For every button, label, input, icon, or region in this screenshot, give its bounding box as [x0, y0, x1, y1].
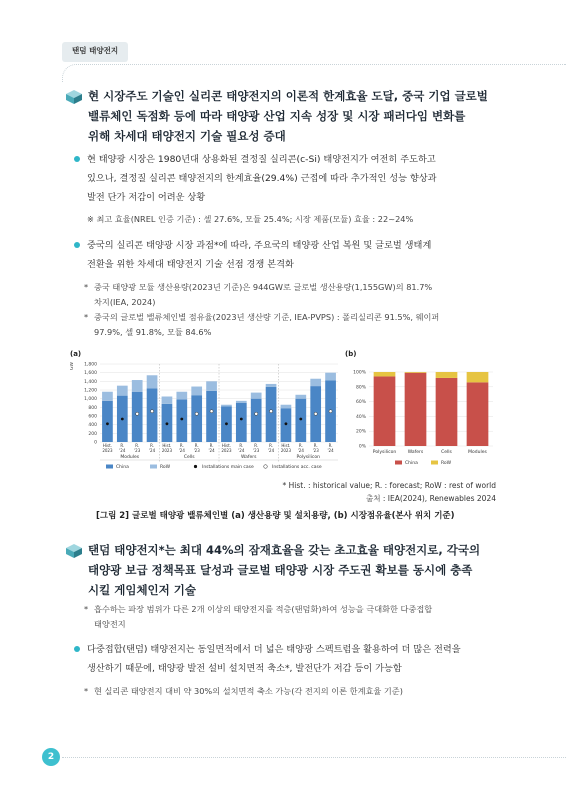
bullet-line: 전환을 위한 차세대 태양전지 기술 선점 경쟁 본격화 — [87, 259, 294, 270]
y-tick-label: 40% — [355, 414, 366, 420]
note-module-capacity — [84, 280, 504, 310]
bar-row — [436, 372, 458, 378]
bar-row — [374, 372, 396, 376]
y-tick-label: 1,800 — [84, 362, 97, 368]
x-tick-label: '24 — [119, 448, 126, 453]
bar-row — [325, 373, 336, 381]
note-line: 중국 태양광 모듈 생산용량(2023년 기준)은 944GW로 글로벌 생산용량(1,155GW)의 81.7% — [94, 282, 433, 292]
x-tick-label: Hist. — [162, 443, 172, 448]
bar-row — [266, 384, 277, 387]
page-number: 2 — [42, 748, 60, 766]
chart-a-label: (a) — [70, 350, 82, 358]
x-tick-label: R. — [120, 443, 125, 448]
x-tick-label: Hist. — [102, 443, 112, 448]
bar-row — [405, 372, 427, 373]
chart-b-label: (b) — [345, 350, 357, 358]
bar-row — [132, 380, 143, 392]
legend-label: China — [405, 461, 418, 466]
marker-installations-acc — [195, 412, 198, 415]
note-efficiency: ※ 최고 효율(NREL 인증 기준) : 셀 27.6%, 모듈 25.4%; 시장 제품(모듈) 효율 : 22~24% — [87, 214, 414, 224]
header-divider — [62, 64, 566, 82]
bullet-dot — [74, 646, 80, 652]
marker-installations-acc — [269, 410, 272, 413]
chart-capacity — [70, 350, 342, 478]
y-tick-label: 20% — [355, 429, 366, 435]
note-value-chain-share — [84, 310, 504, 340]
legend-label: China — [116, 465, 129, 470]
bar-china — [176, 400, 187, 442]
bullet-line: 발전 단가 저감이 어려운 상황 — [87, 192, 206, 203]
bar-china — [206, 391, 217, 442]
x-tick-label: R. — [150, 443, 155, 448]
y-axis-label: GW — [70, 362, 75, 370]
chart-b-svg — [343, 350, 496, 478]
legend-label: Installations main case — [202, 465, 254, 470]
x-tick-label: Cells — [441, 450, 452, 455]
bullet-1 — [74, 150, 504, 207]
legend-label: RoW — [441, 461, 452, 466]
chart-market-share — [343, 350, 496, 478]
x-tick-label: '24 — [238, 448, 245, 453]
note-line: 태양전지 — [94, 619, 126, 629]
bar-row — [117, 386, 128, 396]
bar-china — [251, 399, 262, 442]
x-tick-label: 2023 — [221, 448, 232, 453]
bar-row — [295, 395, 306, 399]
x-tick-label: R. — [194, 443, 199, 448]
x-tick-label: '23 — [312, 448, 319, 453]
marker-installations-acc — [136, 412, 139, 415]
x-tick-label: R. — [328, 443, 333, 448]
y-tick-label: 600 — [88, 414, 97, 420]
x-tick-label: R. — [239, 443, 244, 448]
title-line: 태양광 보급 정책목표 달성과 글로벌 태양광 시장 주도권 확보를 동시에 충족 — [88, 563, 473, 577]
x-tick-label: '24 — [297, 448, 304, 453]
bar-china — [191, 395, 202, 442]
title-line: 현 시장주도 기술인 실리콘 태양전지의 이론적 한계효율 도달, 중국 기업 글로벌 — [88, 89, 488, 103]
x-tick-label: 2023 — [102, 448, 113, 453]
bar-china — [405, 373, 427, 446]
marker-installations-acc — [314, 412, 317, 415]
footer-divider — [62, 757, 566, 758]
header-tab: 탠덤 태양전지 — [62, 42, 128, 62]
note-area-reduction — [84, 684, 504, 699]
bar-china — [236, 403, 247, 442]
footnote-mark: * — [84, 282, 89, 292]
bullet-line: 중국의 실리콘 태양광 시장 과점*에 따라, 주요국의 태양광 산업 복원 및 글로벌 생태계 — [87, 240, 432, 251]
x-tick-label: 2023 — [280, 448, 292, 453]
x-tick-label: 2023 — [161, 448, 173, 453]
marker-installations-main — [285, 422, 288, 425]
bar-row — [467, 372, 489, 382]
bar-row — [251, 393, 262, 399]
bar-row — [102, 392, 113, 401]
y-tick-label: 1,400 — [84, 379, 97, 385]
x-tick-label: Hist. — [281, 443, 291, 448]
marker-installations-main — [225, 422, 228, 425]
x-tick-label: '24 — [178, 448, 185, 453]
x-tick-label: R. — [254, 443, 259, 448]
bullet-2 — [74, 236, 504, 274]
figure-source — [283, 479, 496, 505]
cube-icon — [66, 90, 82, 104]
x-tick-label: '23 — [134, 448, 141, 453]
bar-row — [206, 381, 217, 391]
footnote-mark: * — [84, 312, 89, 322]
footnote-mark: * — [84, 686, 89, 696]
title-line: 위해 차세대 태양전지 기술 필요성 증대 — [88, 129, 286, 143]
bar-row — [147, 375, 158, 388]
note-line: 97.9%, 셀 91.8%, 모듈 84.6% — [94, 327, 212, 337]
legend-swatch-row — [431, 461, 438, 465]
x-tick-label: '24 — [327, 448, 334, 453]
x-tick-label: '23 — [193, 448, 200, 453]
x-tick-label: R. — [298, 443, 303, 448]
bar-row — [310, 379, 321, 386]
bar-china — [266, 387, 277, 442]
section-2-title — [66, 540, 506, 600]
x-tick-label: Polysilicon — [372, 450, 397, 455]
group-label: Polysilicon — [296, 455, 320, 460]
section-1-title — [66, 86, 506, 146]
title-line: 시킬 게임체인저 기술 — [88, 583, 196, 597]
bar-row — [236, 401, 247, 403]
bullet-line: 다중접합(탠덤) 태양전지는 동일면적에서 더 넓은 태양광 스펙트럼을 활용하여 더 많은 전력을 — [87, 644, 461, 655]
x-tick-label: '24 — [208, 448, 215, 453]
bar-china — [132, 392, 143, 442]
legend-label: Installations acc. case — [272, 465, 322, 470]
x-tick-label: R. — [135, 443, 140, 448]
y-tick-label: 60% — [355, 400, 366, 406]
legend-label: RoW — [160, 465, 171, 470]
x-tick-label: Wafers — [407, 450, 424, 455]
marker-installations-acc — [255, 412, 258, 415]
legend-swatch-china — [106, 465, 113, 469]
legend-swatch-china — [395, 461, 402, 465]
bar-row — [162, 397, 173, 404]
note-line: 현 실리콘 태양전지 대비 약 30%의 설치면적 축소 가능(각 전지의 이론 한계효율 기준) — [94, 686, 403, 696]
legend-marker-main — [194, 465, 197, 468]
bar-china — [147, 388, 158, 442]
bullet-dot — [74, 156, 80, 162]
y-tick-label: 200 — [88, 431, 97, 437]
y-tick-label: 100% — [353, 370, 366, 376]
x-tick-label: '24 — [267, 448, 275, 453]
y-tick-label: 400 — [88, 423, 97, 429]
bar-row — [221, 405, 232, 407]
bar-china — [436, 378, 458, 446]
title-line: 탠덤 태양전지*는 최대 44%의 잠재효율을 갖는 초고효율 태양전지로, 각국의 — [88, 543, 481, 557]
y-tick-label: 1,600 — [84, 371, 97, 377]
marker-installations-main — [121, 418, 124, 421]
note-tandem-definition — [84, 602, 504, 632]
group-label: Wafers — [241, 455, 257, 460]
bullet-line: 현 태양광 시장은 1980년대 상용화된 결정질 실리콘(c-Si) 태양전지가 여전히 주도하고 — [87, 154, 436, 165]
bullet-3 — [74, 640, 504, 678]
y-tick-label: 80% — [355, 385, 366, 391]
marker-installations-main — [106, 422, 109, 425]
marker-installations-acc — [329, 410, 332, 413]
bar-china — [374, 376, 396, 446]
marker-installations-main — [299, 418, 302, 421]
x-tick-label: R. — [209, 443, 214, 448]
bar-row — [281, 405, 292, 408]
x-tick-label: Modules — [468, 450, 487, 455]
bullet-line: 생산하기 때문에, 태양광 발전 설비 설치면적 축소*, 발전단가 저감 등이 가능함 — [87, 663, 402, 674]
bar-china — [467, 382, 489, 446]
bar-row — [191, 387, 202, 396]
y-tick-label: 0 — [94, 440, 97, 446]
bullet-line: 있으나, 결정질 실리콘 태양전지의 한계효율(29.4%) 근접에 따라 추가적인 성능 향상과 — [87, 173, 437, 184]
marker-installations-acc — [150, 410, 153, 413]
x-tick-label: '23 — [253, 448, 260, 453]
marker-installations-acc — [210, 410, 213, 413]
x-tick-label: R. — [269, 443, 274, 448]
y-tick-label: 1,200 — [84, 388, 97, 394]
group-label: Modules — [120, 455, 140, 460]
x-tick-label: R. — [179, 443, 184, 448]
footnote-mark: * — [84, 604, 89, 614]
bullet-dot — [74, 242, 80, 248]
x-tick-label: R. — [313, 443, 318, 448]
marker-installations-main — [180, 418, 183, 421]
title-line: 밸류체인 독점화 등에 따라 태양광 산업 지속 성장 및 시장 패러다임 변화를 — [88, 109, 466, 123]
y-tick-label: 1,000 — [84, 397, 97, 403]
cube-icon — [66, 544, 82, 558]
figure-caption: [그림 2] 글로벌 태양광 밸류체인별 (a) 생산용량 및 설치용량, (b) 시장점유율(본사 위치 기준) — [96, 511, 455, 521]
x-tick-label: '24 — [148, 448, 156, 453]
y-tick-label: 800 — [88, 405, 97, 411]
note-line: 중국의 글로벌 밸류체인별 점유율(2023년 생산량 기준, IEA-PVPS) : 폴리실리콘 91.5%, 웨이퍼 — [94, 312, 440, 322]
bar-row — [176, 392, 187, 400]
marker-installations-main — [240, 418, 243, 421]
y-tick-label: 0% — [358, 444, 366, 450]
bar-china — [102, 401, 113, 442]
note-line: 흡수하는 파장 범위가 다른 2개 이상의 태양전지를 적층(탠덤화)하여 성능을 극대화한 다중접합 — [94, 604, 433, 614]
note-line: 차지(IEA, 2024) — [94, 297, 156, 307]
chart-a-svg — [70, 350, 342, 478]
legend-swatch-row — [150, 465, 157, 469]
x-tick-label: Hist. — [221, 443, 231, 448]
source-line: * Hist. : historical value; R. : forecast; RoW : rest of world — [282, 481, 496, 490]
marker-installations-main — [166, 422, 169, 425]
legend-marker-acc — [264, 465, 268, 469]
group-label: Cells — [183, 455, 195, 460]
source-line: 출처 : IEA(2024), Renewables 2024 — [366, 494, 496, 503]
